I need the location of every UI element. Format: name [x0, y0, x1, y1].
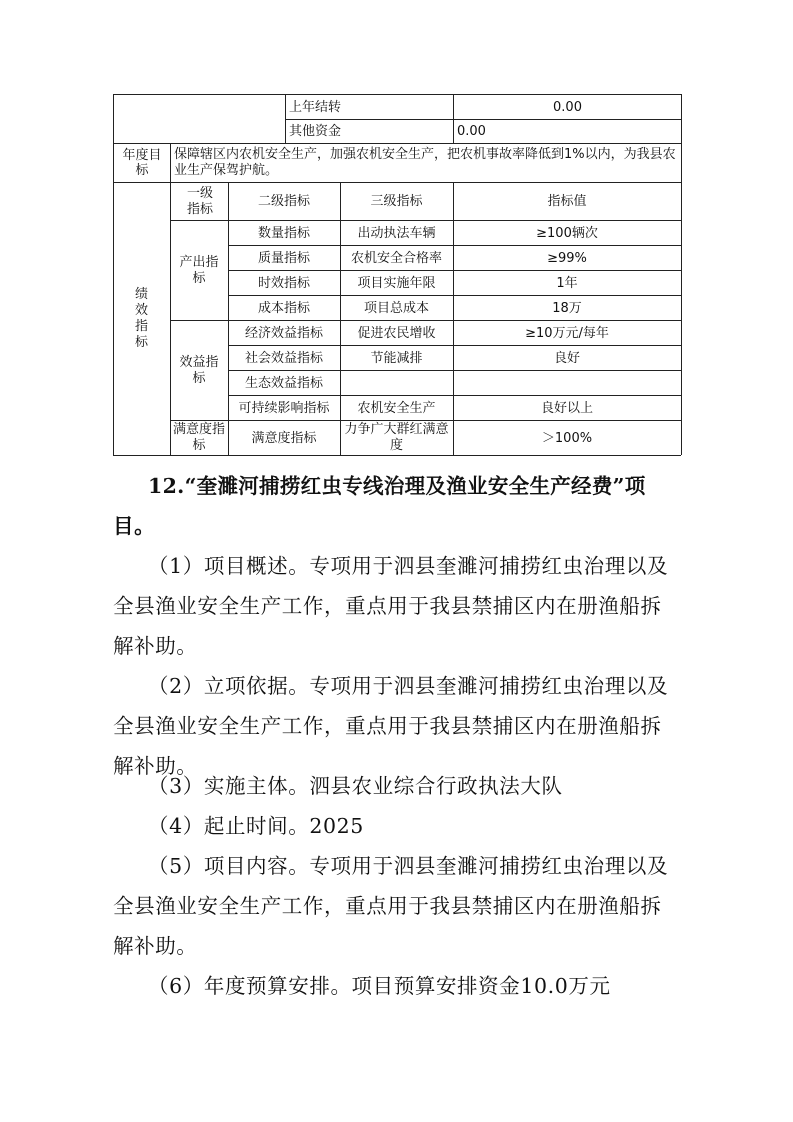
paragraph-content-line2: 全县渔业安全生产工作，重点用于我县禁捕区内在册渔船拆	[113, 894, 662, 918]
group-output-label: 产出指标	[179, 254, 219, 286]
table-row-value: 良好以上	[540, 400, 593, 416]
table-row-level3: 项目实施年限	[357, 275, 436, 291]
table-row-level3: 农机安全生产	[357, 400, 436, 416]
header-level2: 二级指标	[257, 194, 310, 209]
table-row-level2: 社会效益指标	[244, 350, 323, 366]
annual-goal-text: 保障辖区内农机安全生产，加强农机安全生产，把农机事故率降低到1%以内，为我县农业生产保驾护航。	[174, 147, 676, 178]
table-row-level2: 成本指标	[257, 300, 310, 316]
table-row-value: ＞100%	[541, 430, 593, 446]
paragraph-content-line1: （5）项目内容。专项用于泗县奎濉河捕捞红虫治理以及	[148, 854, 669, 878]
funding-value-carryover: 0.00	[553, 99, 582, 115]
table-row-level2: 满意度指标	[251, 430, 317, 446]
table-row-value: ≥10万元/每年	[525, 325, 609, 341]
table-row-level3: 项目总成本	[363, 300, 429, 316]
performance-indicator-label: 绩效指标	[134, 287, 148, 350]
paragraph-budget: （6）年度预算安排。项目预算安排资金10.0万元	[148, 974, 611, 998]
funding-value-other: 0.00	[457, 124, 486, 139]
table-row-value: 1年	[556, 275, 578, 291]
section-heading-line2: 目。	[113, 514, 156, 538]
funding-label-carryover: 上年结转	[289, 99, 342, 115]
table-row-level3: 节能减排	[370, 350, 423, 366]
paragraph-basis-line3: 解补助。	[113, 754, 198, 778]
paragraph-basis-line1: （2）立项依据。专项用于泗县奎濉河捕捞红虫治理以及	[148, 674, 669, 698]
table-row-level3: 促进农民增收	[357, 325, 436, 341]
group-satisfaction-label: 满意度指标	[173, 422, 226, 453]
table-row-value	[453, 371, 681, 395]
paragraph-overview-line3: 解补助。	[113, 634, 198, 658]
header-value: 指标值	[547, 194, 587, 209]
table-row-level3: 出动执法车辆	[357, 225, 436, 241]
table-row-value: 18万	[552, 300, 582, 316]
table-row-value: 良好	[553, 350, 580, 366]
table-row-value: ≥100辆次	[536, 225, 598, 241]
table-row-level2: 可持续影响指标	[238, 400, 330, 416]
table-row-level3	[340, 371, 453, 395]
paragraph-content-line3: 解补助。	[113, 934, 198, 958]
annual-goal-label: 年度目标	[122, 148, 162, 178]
table-row-level2: 数量指标	[257, 225, 310, 241]
paragraph-overview-line1: （1）项目概述。专项用于泗县奎濉河捕捞红虫治理以及	[148, 554, 669, 578]
header-level3: 三级指标	[370, 194, 423, 209]
paragraph-period: （4）起止时间。2025	[148, 814, 364, 838]
paragraph-overview-line2: 全县渔业安全生产工作，重点用于我县禁捕区内在册渔船拆	[113, 594, 662, 618]
paragraph-implementer: （3）实施主体。泗县农业综合行政执法大队	[148, 774, 563, 798]
table-row-value: ≥99%	[547, 250, 587, 266]
table-row-level2: 生态效益指标	[244, 375, 323, 391]
table-row-level3: 力争广大群红满意度	[344, 422, 449, 453]
table-row-level2: 质量指标	[257, 250, 310, 266]
funding-label-other: 其他资金	[289, 124, 342, 139]
table-row-level2: 时效指标	[257, 275, 310, 291]
table-row-level2: 经济效益指标	[244, 325, 323, 341]
table-row-level3: 农机安全合格率	[350, 250, 442, 266]
group-benefit-label: 效益指标	[179, 354, 219, 386]
header-level1: 一级指标	[186, 185, 213, 217]
section-heading-line1: 12.“奎濉河捕捞红虫专线治理及渔业安全生产经费”项	[148, 474, 646, 498]
paragraph-basis-line2: 全县渔业安全生产工作，重点用于我县禁捕区内在册渔船拆	[113, 714, 662, 738]
